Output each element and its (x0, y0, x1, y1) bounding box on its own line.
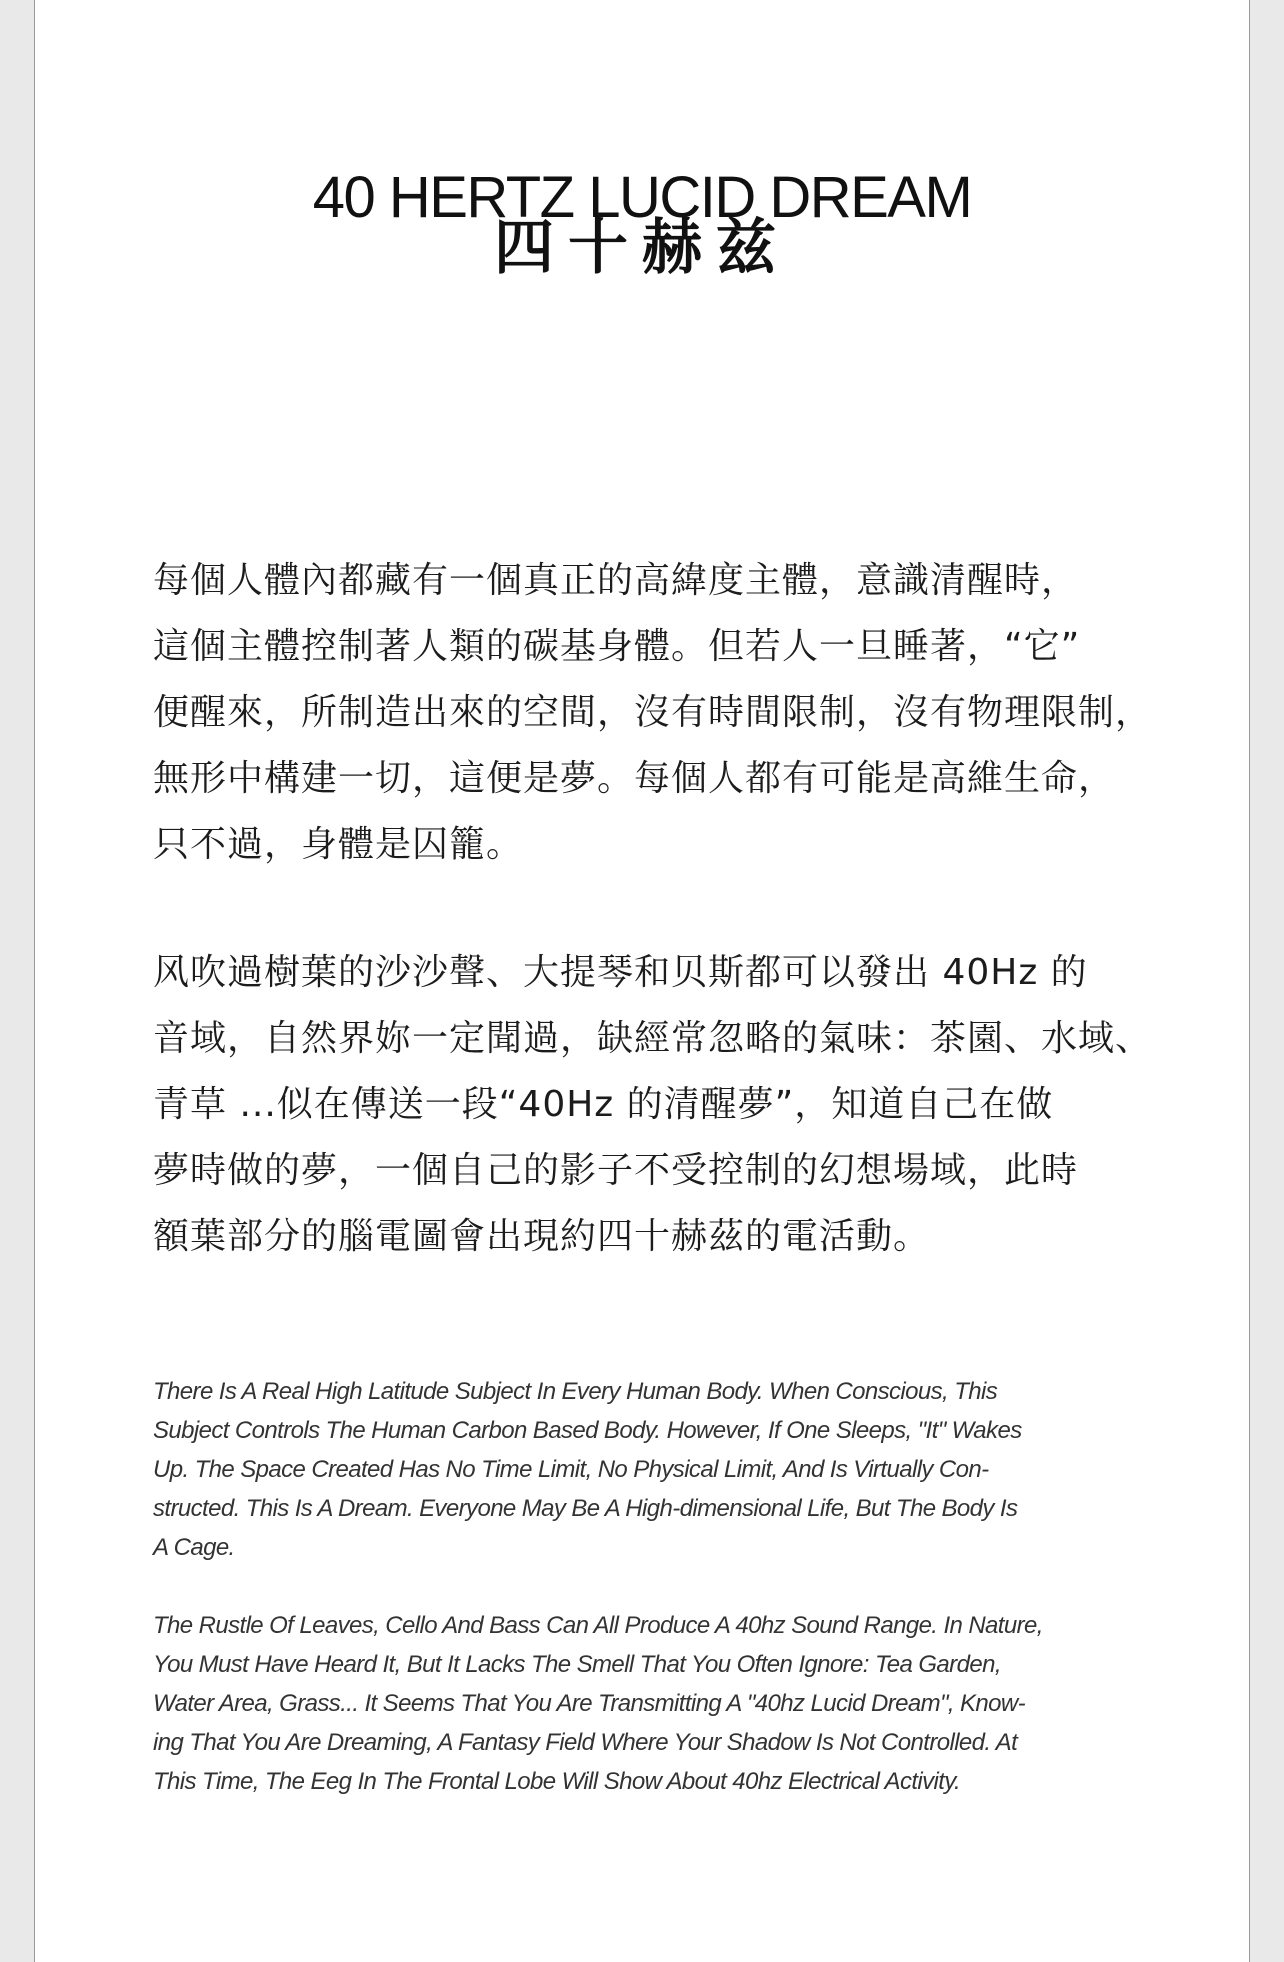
text-line: You Must Have Heard It, But It Lacks The Smell That You Often Ignore: Tea Garden, (153, 1651, 1001, 1678)
text-line: 額葉部分的腦電圖會出現約四十赫茲的電活動。 (153, 1216, 931, 1257)
text-line: 夢時做的夢，一個自己的影子不受控制的幻想場域，此時 (153, 1150, 1079, 1191)
chinese-paragraph-2 (153, 940, 1169, 1270)
text-line: Water Area, Grass... It Seems That You Are Transmitting A "40hz Lucid Dream", Know- (153, 1690, 1026, 1717)
document-page (34, 0, 1250, 1962)
text-line: 便醒來，所制造出來的空間，沒有時間限制，沒有物理限制， (153, 692, 1153, 733)
chinese-paragraph-1 (153, 548, 1169, 878)
text-line: structed. This Is A Dream. Everyone May Be A High-dimensional Life, But The Body Is (153, 1495, 1018, 1522)
text-line: There Is A Real High Latitude Subject In Every Human Body. When Conscious, This (153, 1378, 998, 1405)
title-english: 40 HERTZ LUCID DREAM (312, 164, 972, 230)
text-line: 音域，自然界妳一定聞過，缺經常忽略的氣味：茶園、水域、 (153, 1018, 1153, 1059)
text-line: ing That You Are Dreaming, A Fantasy Field Where Your Shadow Is Not Controlled. At (153, 1729, 1018, 1756)
text-line: 這個主體控制著人類的碳基身體。但若人一旦睡著，“它” (153, 626, 1081, 667)
text-line: A Cage. (153, 1534, 235, 1561)
text-line: This Time, The Eeg In The Frontal Lobe Will Show About 40hz Electrical Activity. (153, 1768, 961, 1795)
english-paragraph-2 (153, 1606, 1169, 1801)
text-line: 無形中構建一切，這便是夢。每個人都有可能是高維生命， (153, 758, 1116, 799)
text-line: Subject Controls The Human Carbon Based Body. However, If One Sleeps, "It" Wakes (153, 1417, 1022, 1444)
text-line: 风吹過樹葉的沙沙聲、大提琴和贝斯都可以發出 40Hz 的 (153, 952, 1088, 993)
text-line: The Rustle Of Leaves, Cello And Bass Can All Produce A 40hz Sound Range. In Nature, (153, 1612, 1043, 1639)
english-paragraph-1 (153, 1372, 1169, 1567)
text-line: Up. The Space Created Has No Time Limit, No Physical Limit, And Is Virtually Con- (153, 1456, 989, 1483)
title-chinese: 四十赫兹 (494, 213, 790, 283)
text-line: 只不過，身體是囚籠。 (153, 824, 524, 865)
text-line: 每個人體內都藏有一個真正的高緯度主體，意識清醒時， (153, 560, 1079, 601)
text-line: 青草 ...似在傳送一段“40Hz 的清醒夢”，知道自己在做 (153, 1084, 1054, 1125)
